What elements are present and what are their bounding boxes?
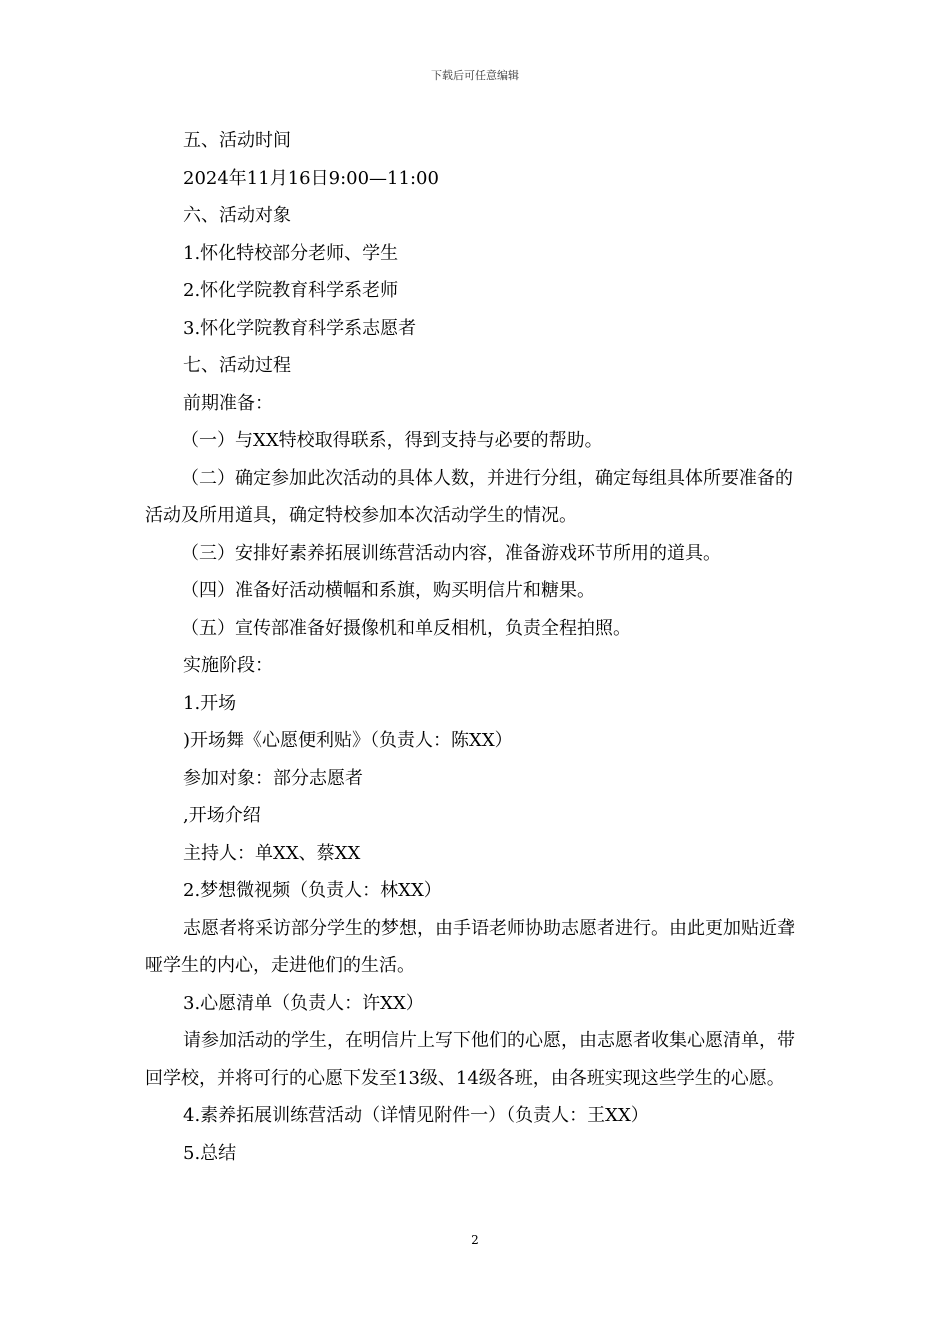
step-detail: 主持人：单XX、蔡XX: [183, 842, 361, 864]
section-heading-participants: 六、活动对象: [183, 205, 291, 226]
page-number: 2: [471, 1233, 479, 1247]
participant-item: 2.怀化学院教育科学系老师: [183, 280, 399, 301]
preparation-item: （五）宣传部准备好摄像机和单反相机，负责全程拍照。: [181, 617, 631, 639]
step-heading: 5.总结: [183, 1142, 237, 1164]
step-description: 志愿者将采访部分学生的梦想，由手语老师协助志愿者进行。由此更加贴近聋哑学生的内心，走进他们的生活。: [145, 917, 795, 976]
preparation-item: （三）安排好素养拓展训练营活动内容，准备游戏环节所用的道具。: [181, 542, 721, 564]
step-detail: ,开场介绍: [183, 805, 261, 826]
preparation-item: （四）准备好活动横幅和系旗，购买明信片和糖果。: [181, 580, 595, 601]
step-heading: 4.素养拓展训练营活动（详情见附件一）（负责人：王XX）: [183, 1105, 649, 1126]
participant-item: 3.怀化学院教育科学系志愿者: [183, 317, 417, 339]
section-heading-time: 五、活动时间: [183, 130, 291, 151]
document-body: [145, 122, 810, 1172]
subheading-implementation: 实施阶段：: [183, 655, 273, 676]
step-detail: 参加对象：部分志愿者: [183, 767, 363, 789]
step-heading: 3.心愿清单（负责人：许XX）: [183, 992, 424, 1014]
participant-item: 1.怀化特校部分老师、学生: [183, 242, 399, 264]
preparation-item: （二）确定参加此次活动的具体人数，并进行分组，确定每组具体所要准备的活动及所用道具，确定特校参加本次活动学生的情况。: [145, 467, 793, 526]
step-description: 请参加活动的学生，在明信片上写下他们的心愿，由志愿者收集心愿清单，带回学校，并将可行的心愿下发至13级、14级各班，由各班实现这些学生的心愿。: [145, 1030, 795, 1089]
step-detail: )开场舞《心愿便利贴》（负责人：陈XX）: [183, 730, 513, 751]
activity-time-text: 2024年11月16日9:00—11:00: [183, 167, 439, 189]
step-heading: 1.开场: [183, 692, 237, 714]
section-heading-process: 七、活动过程: [183, 355, 291, 376]
preparation-item: （一）与XX特校取得联系，得到支持与必要的帮助。: [181, 430, 603, 451]
step-heading: 2.梦想微视频（负责人：林XX）: [183, 880, 442, 901]
page-header-note: 下载后可任意编辑: [431, 69, 519, 82]
subheading-preparation: 前期准备：: [183, 392, 273, 414]
